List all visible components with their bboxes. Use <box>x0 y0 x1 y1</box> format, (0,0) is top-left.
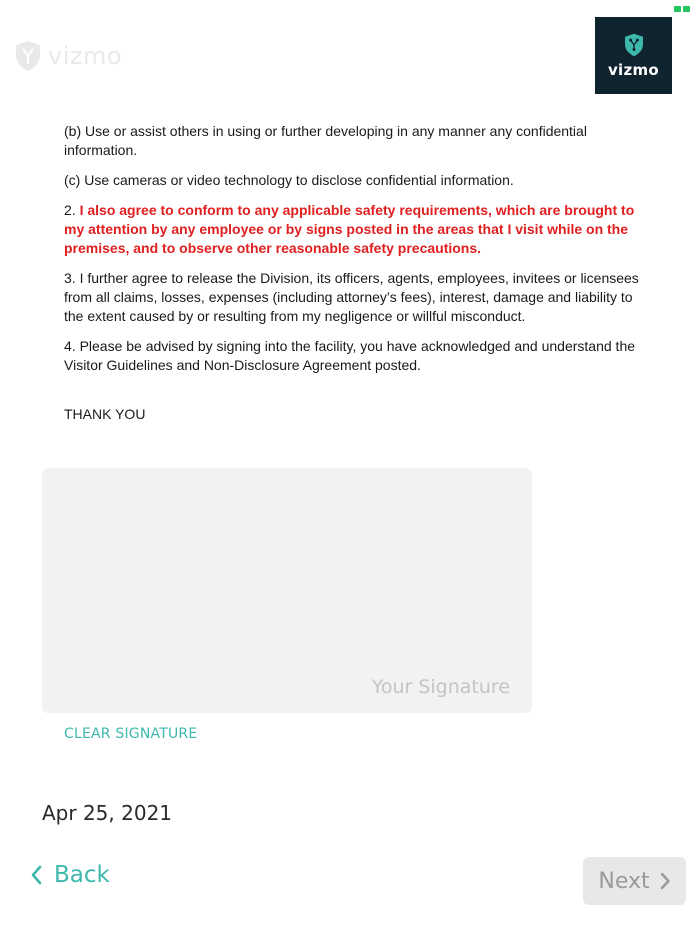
watermark-logo <box>14 40 122 72</box>
next-button-label: Next <box>598 868 650 894</box>
watermark-text: vizmo <box>48 42 123 70</box>
paragraph-2-number: 2. <box>64 202 76 218</box>
vizmo-shield-icon <box>623 33 645 57</box>
agreement-paragraph-4: 4. Please be advised by signing into the facility, you have acknowledged and understand the Visitor Guidelines and Non-Disclosure Agreement posted. <box>64 338 636 373</box>
battery-indicator-segment <box>683 6 690 12</box>
back-button[interactable] <box>30 862 110 888</box>
vizmo-shield-icon <box>14 40 42 72</box>
agreement-paragraph-2 <box>64 201 654 258</box>
brand-name: vizmo <box>607 60 660 79</box>
safety-requirements-text: I also agree to conform to any applicable safety requirements, which are brought to my attention by any employee or by signs posted in the areas that I visit while on the premises, and to observe other reasonable safety precautions. <box>64 202 635 256</box>
chevron-right-icon <box>660 872 671 890</box>
battery-indicator <box>674 6 690 12</box>
signature-placeholder: Your Signature <box>371 676 510 698</box>
battery-indicator-segment <box>674 6 681 12</box>
clear-signature-button[interactable]: CLEAR SIGNATURE <box>64 726 198 742</box>
agreement-paragraph-3: 3. I further agree to release the Division, its officers, agents, employees, invitees or licensees from all claims, losses, expenses (including attorney’s fees), interest, damage and liability to the extent caused by or resulting from my negligence or willful misconduct. <box>64 270 639 324</box>
next-button[interactable] <box>583 857 686 905</box>
brand-logo <box>595 17 672 94</box>
thank-you-text: THANK YOU <box>64 406 146 422</box>
chevron-left-icon <box>30 865 42 885</box>
back-button-label: Back <box>54 862 110 888</box>
agreement-paragraph-b: (b) Use or assist others in using or further developing in any manner any confidential information. <box>64 123 587 158</box>
agreement-paragraph-c: (c) Use cameras or video technology to disclose confidential information. <box>64 172 514 188</box>
agreement-text <box>64 122 654 386</box>
signature-pad[interactable] <box>42 468 532 713</box>
signature-date: Apr 25, 2021 <box>42 801 173 825</box>
